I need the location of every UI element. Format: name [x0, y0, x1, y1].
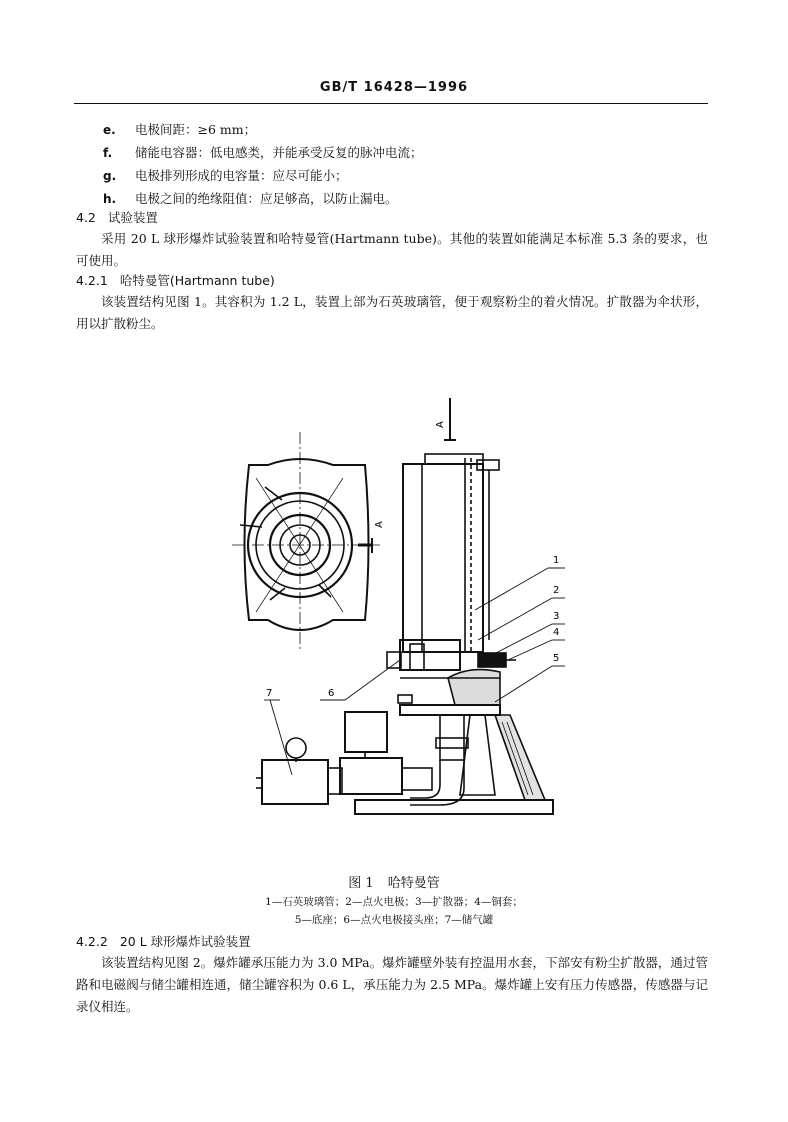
section-number: 4.2: [76, 210, 96, 225]
section-4-2-paragraph: 采用 20 L 球形爆炸试验装置和哈特曼管(Hartmann tube)。其他的装置如能满足本标准 5.3 条的要求，也可使用。: [76, 231, 708, 268]
section-4-2-2-heading: [76, 934, 251, 950]
callout-2: 2: [553, 585, 560, 596]
item-text: 储能电容器：低电感类，并能承受反复的脉冲电流；: [135, 145, 423, 160]
section-number: 4.2.2: [76, 934, 108, 949]
elevation-view: [256, 454, 553, 814]
callout-3: 3: [553, 611, 560, 622]
section-mark-side: A: [374, 521, 385, 528]
figure-label: 图 1: [348, 876, 374, 891]
section-4-2-1-paragraph: 该装置结构见图 1。其容积为 1.2 L，装置上部为石英玻璃管，便于观察粉尘的着火情况。扩散器为伞状形，用以扩散粉尘。: [76, 294, 708, 331]
figure-caption: [0, 872, 788, 891]
section-mark-top: A: [435, 421, 446, 428]
item-text: 电极排列形成的电容量：应尽可能小；: [135, 168, 348, 183]
figure-title: 哈特曼管: [387, 876, 440, 891]
callout-4: 4: [553, 627, 560, 638]
section-4-2-2-paragraph: 该装置结构见图 2。爆炸罐承压能力为 3.0 MPa。爆炸罐壁外装有控温用水套，下部安有粉尘扩散器，通过管路和电磁阀与储尘罐相连通，储尘罐容积为 0.6 L，承压能力为 2.5 MPa。爆炸罐上安有压力传感器，传感器与记录仪相连。: [76, 955, 708, 1014]
item-letter: h.: [103, 192, 117, 206]
section-title: 20 L 球形爆炸试验装置: [119, 934, 251, 949]
figure-legend-line-1: 1—石英玻璃管；2—点火电极；3—扩散器；4—铜套；: [265, 896, 523, 908]
item-letter: f.: [103, 146, 113, 160]
callout-7: 7: [266, 688, 273, 699]
callout-6: 6: [328, 688, 335, 699]
section-number: 4.2.1: [76, 273, 108, 288]
section-title: 试验装置: [107, 210, 158, 225]
item-text: 电极之间的绝缘阻值：应足够高，以防止漏电。: [135, 191, 398, 206]
item-letter: e.: [103, 123, 116, 137]
callout-5: 5: [553, 653, 560, 664]
item-text: 电极间距：≥6 mm；: [135, 122, 257, 137]
section-title: 哈特曼管(Hartmann tube): [119, 273, 275, 288]
item-letter: g.: [103, 169, 117, 183]
page-header: GB/T 16428—1996: [319, 80, 469, 95]
figure-legend-line-2: 5—底座；6—点火电极接头座；7—储气罐: [294, 914, 494, 926]
callout-1: 1: [553, 555, 560, 566]
plan-view: [232, 432, 380, 652]
